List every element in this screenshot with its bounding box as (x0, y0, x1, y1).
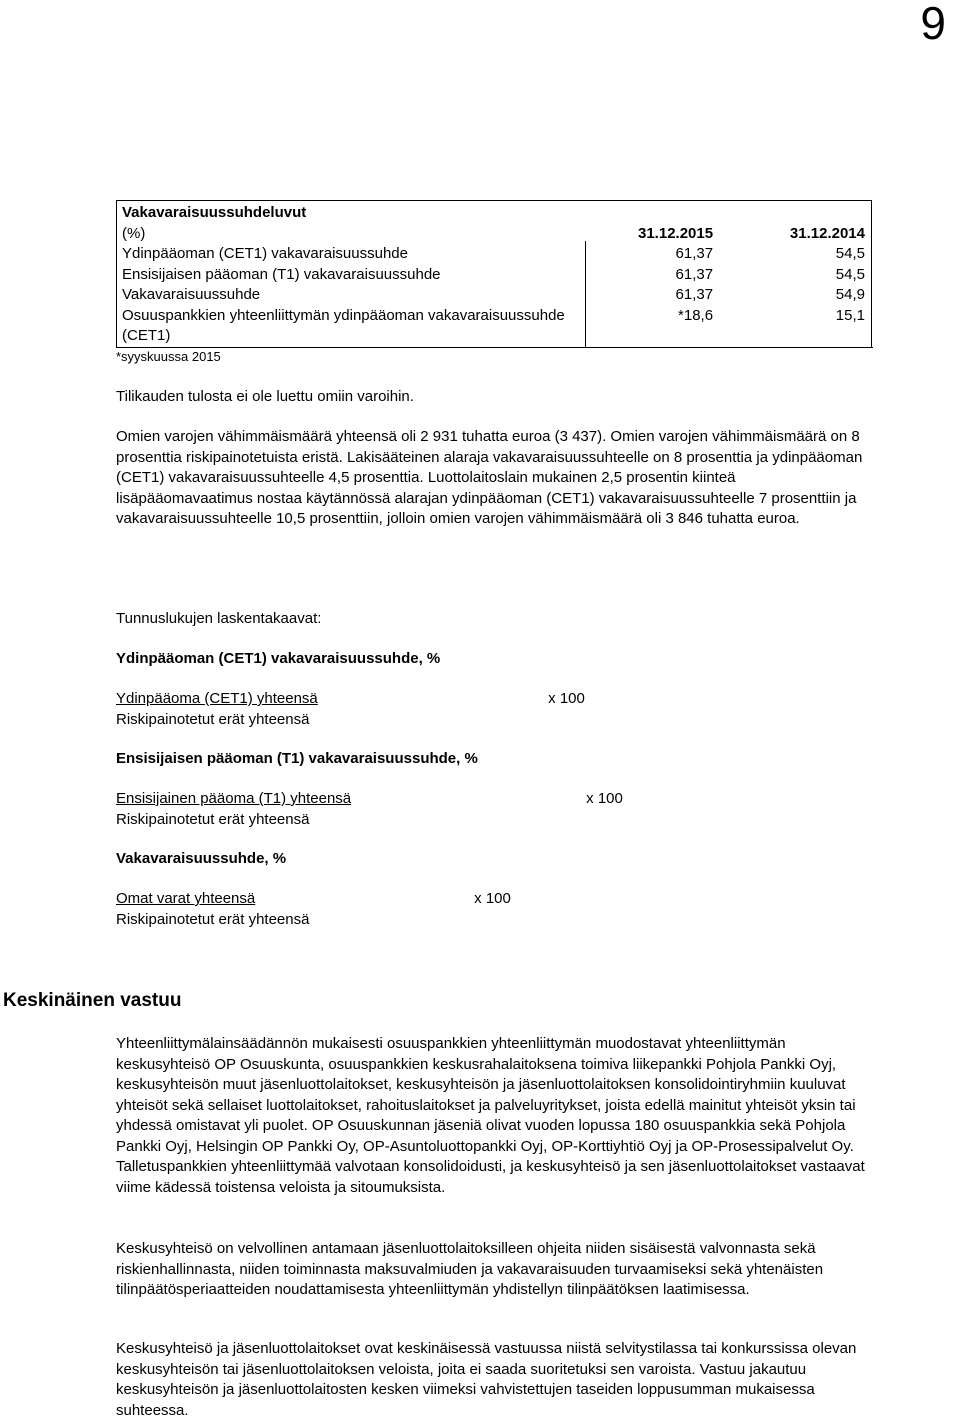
formula-t1 (116, 789, 623, 830)
value-2014: 15,1 (835, 306, 865, 324)
formula-heading-cet1: Ydinpääoman (CET1) vakavaraisuussuhde, % (116, 650, 441, 667)
formula-multiplier: x 100 (586, 790, 623, 807)
paragraph-own-funds-note: Tilikauden tulosta ei ole luettu omiin varoihin. (116, 388, 414, 405)
formula-heading-total: Vakavaraisuussuhde, % (116, 850, 287, 867)
table-row (117, 306, 872, 348)
formula-heading-t1: Ensisijaisen pääoman (T1) vakavaraisuussuhde, % (116, 750, 478, 767)
value-2015: *18,6 (678, 306, 714, 324)
paragraph-mutual-liability-3: Keskusyhteisö ja jäsenluottolaitokset ovat keskinäisessä vastuussa niistä selvitystilassa tai konkurssissa olevan keskusyhteisön tai jäsenluottolaitoksen veloista, joita ei saada suoritetuksi sen varoista. Vastuu jakautuu keskusyhteisön ja jäsenluottolaitosten kesken viimeksi vahvistettujen taseiden loppusumman mukaisessa suhteessa. (116, 1340, 857, 1419)
formula-denominator: Riskipainotetut erät yhteensä (116, 810, 310, 828)
formula-cet1 (116, 689, 585, 730)
table-row (117, 265, 872, 286)
section-heading-mutual-liability: Keskinäinen vastuu (3, 990, 182, 1011)
value-2014: 54,5 (835, 245, 865, 262)
paragraph-minimum-own-funds: Omien varojen vähimmäismäärä yhteensä oli 2 931 tuhatta euroa (3 437). Omien varojen vähimmäismäärä on 8 prosenttia riskipainotetuista eristä. Lakisääteinen alaraja vakavaraisuussuhteelle on 8 prosenttia ja ydinpääoman (CET1) vakavaraisuussuhteelle 4,5 prosenttia. Luottolaitoslain mukainen 2,5 prosentin kiinteä lisäpääomavaatimus nostaa käytännössä alarajan ydinpääoman (CET1) vakavaraisuussuhteelle 7 prosenttiin ja vakavaraisuussuhteelle 10,5 prosenttiin, jolloin omien varojen vähimmäismäärä oli 3 846 tuhatta euroa. (116, 428, 863, 527)
table-row (117, 244, 872, 265)
value-2015: 61,37 (675, 286, 714, 303)
value-2014: 54,5 (835, 265, 865, 283)
row-label: Ensisijaisen pääoman (T1) vakavaraisuussuhde (122, 265, 441, 283)
table-unit: (%) (122, 224, 146, 242)
value-2015: 61,37 (675, 265, 714, 283)
table-row (117, 285, 872, 306)
formula-multiplier: x 100 (474, 890, 511, 907)
table-footnote: *syyskuussa 2015 (116, 349, 221, 364)
table-vertical-rule (585, 241, 586, 348)
paragraph-mutual-liability-2: Keskusyhteisö on velvollinen antamaan jäsenluottolaitoksilleen ohjeita niiden sisäisestä valvonnasta sekä riskienhallinnasta, niiden toiminnasta maksuvalmiuden ja vakavaraisuuden turvaamiseksi sekä yhtenäisten tilinpäätösperiaatteiden noudattamisesta yhteenliittymän yhdistellyn tilinpäätöksen laatimisessa. (116, 1240, 824, 1298)
page-number: 9 (920, 0, 946, 49)
value-2015: 61,37 (675, 245, 714, 262)
row-label: Ydinpääoman (CET1) vakavaraisuussuhde (122, 245, 408, 262)
capital-ratio-table (116, 200, 872, 348)
column-header-2015: 31.12.2015 (638, 224, 714, 242)
formula-denominator: Riskipainotetut erät yhteensä (116, 910, 310, 928)
paragraph-mutual-liability-1: Yhteenliittymälainsäädännön mukaisesti osuuspankkien yhteenliittymän muodostavat yhteenliittymän keskusyhteisö OP Osuuskunta, osuuspankkien keskusrahalaitoksena toimiva liikepankki Pohjola Pankki Oyj, keskusyhteisön muut jäsenluottolaitokset, keskusyhteisön ja jäsenluottolaitoksen konsolidointiryhmiin kuuluvat yhteisöt sekä sellaiset luottolaitokset, rahoituslaitokset ja palveluyritykset, joista edellä mainitut yhteisöt yksin tai yhdessä omistavat yli puolet. OP Osuuskunnan jäseniä olivat vuoden lopussa 180 osuuspankkia sekä Pohjola Pankki Oyj, Helsingin OP Pankki Oy, OP-Asuntoluottopankki Oyj, OP-Korttiyhtiö Oyj ja OP-Prosessipalvelut Oy. Talletuspankkien yhteenliittymää valvotaan konsolidoidusti, ja keskusyhteisö ja sen jäsenluottolaitokset vastaavat viime kädessä toistensa veloista ja sitoumuksista. (116, 1035, 865, 1196)
column-header-2014: 31.12.2014 (789, 224, 865, 242)
formula-numerator: Omat varat yhteensä (116, 890, 256, 907)
row-label: Osuuspankkien yhteenliittymän ydinpääoman vakavaraisuussuhde (CET1) (122, 306, 565, 344)
formula-total (116, 889, 511, 930)
formula-numerator: Ydinpääoma (CET1) yhteensä (116, 690, 318, 707)
value-2014: 54,9 (835, 286, 865, 303)
row-label: Vakavaraisuussuhde (122, 286, 261, 303)
formula-numerator: Ensisijainen pääoma (T1) yhteensä (116, 790, 352, 807)
formula-multiplier: x 100 (548, 690, 585, 707)
formula-section-heading: Tunnuslukujen laskentakaavat: (116, 610, 322, 627)
formula-denominator: Riskipainotetut erät yhteensä (116, 710, 310, 728)
table-title: Vakavaraisuussuhdeluvut (122, 204, 307, 221)
